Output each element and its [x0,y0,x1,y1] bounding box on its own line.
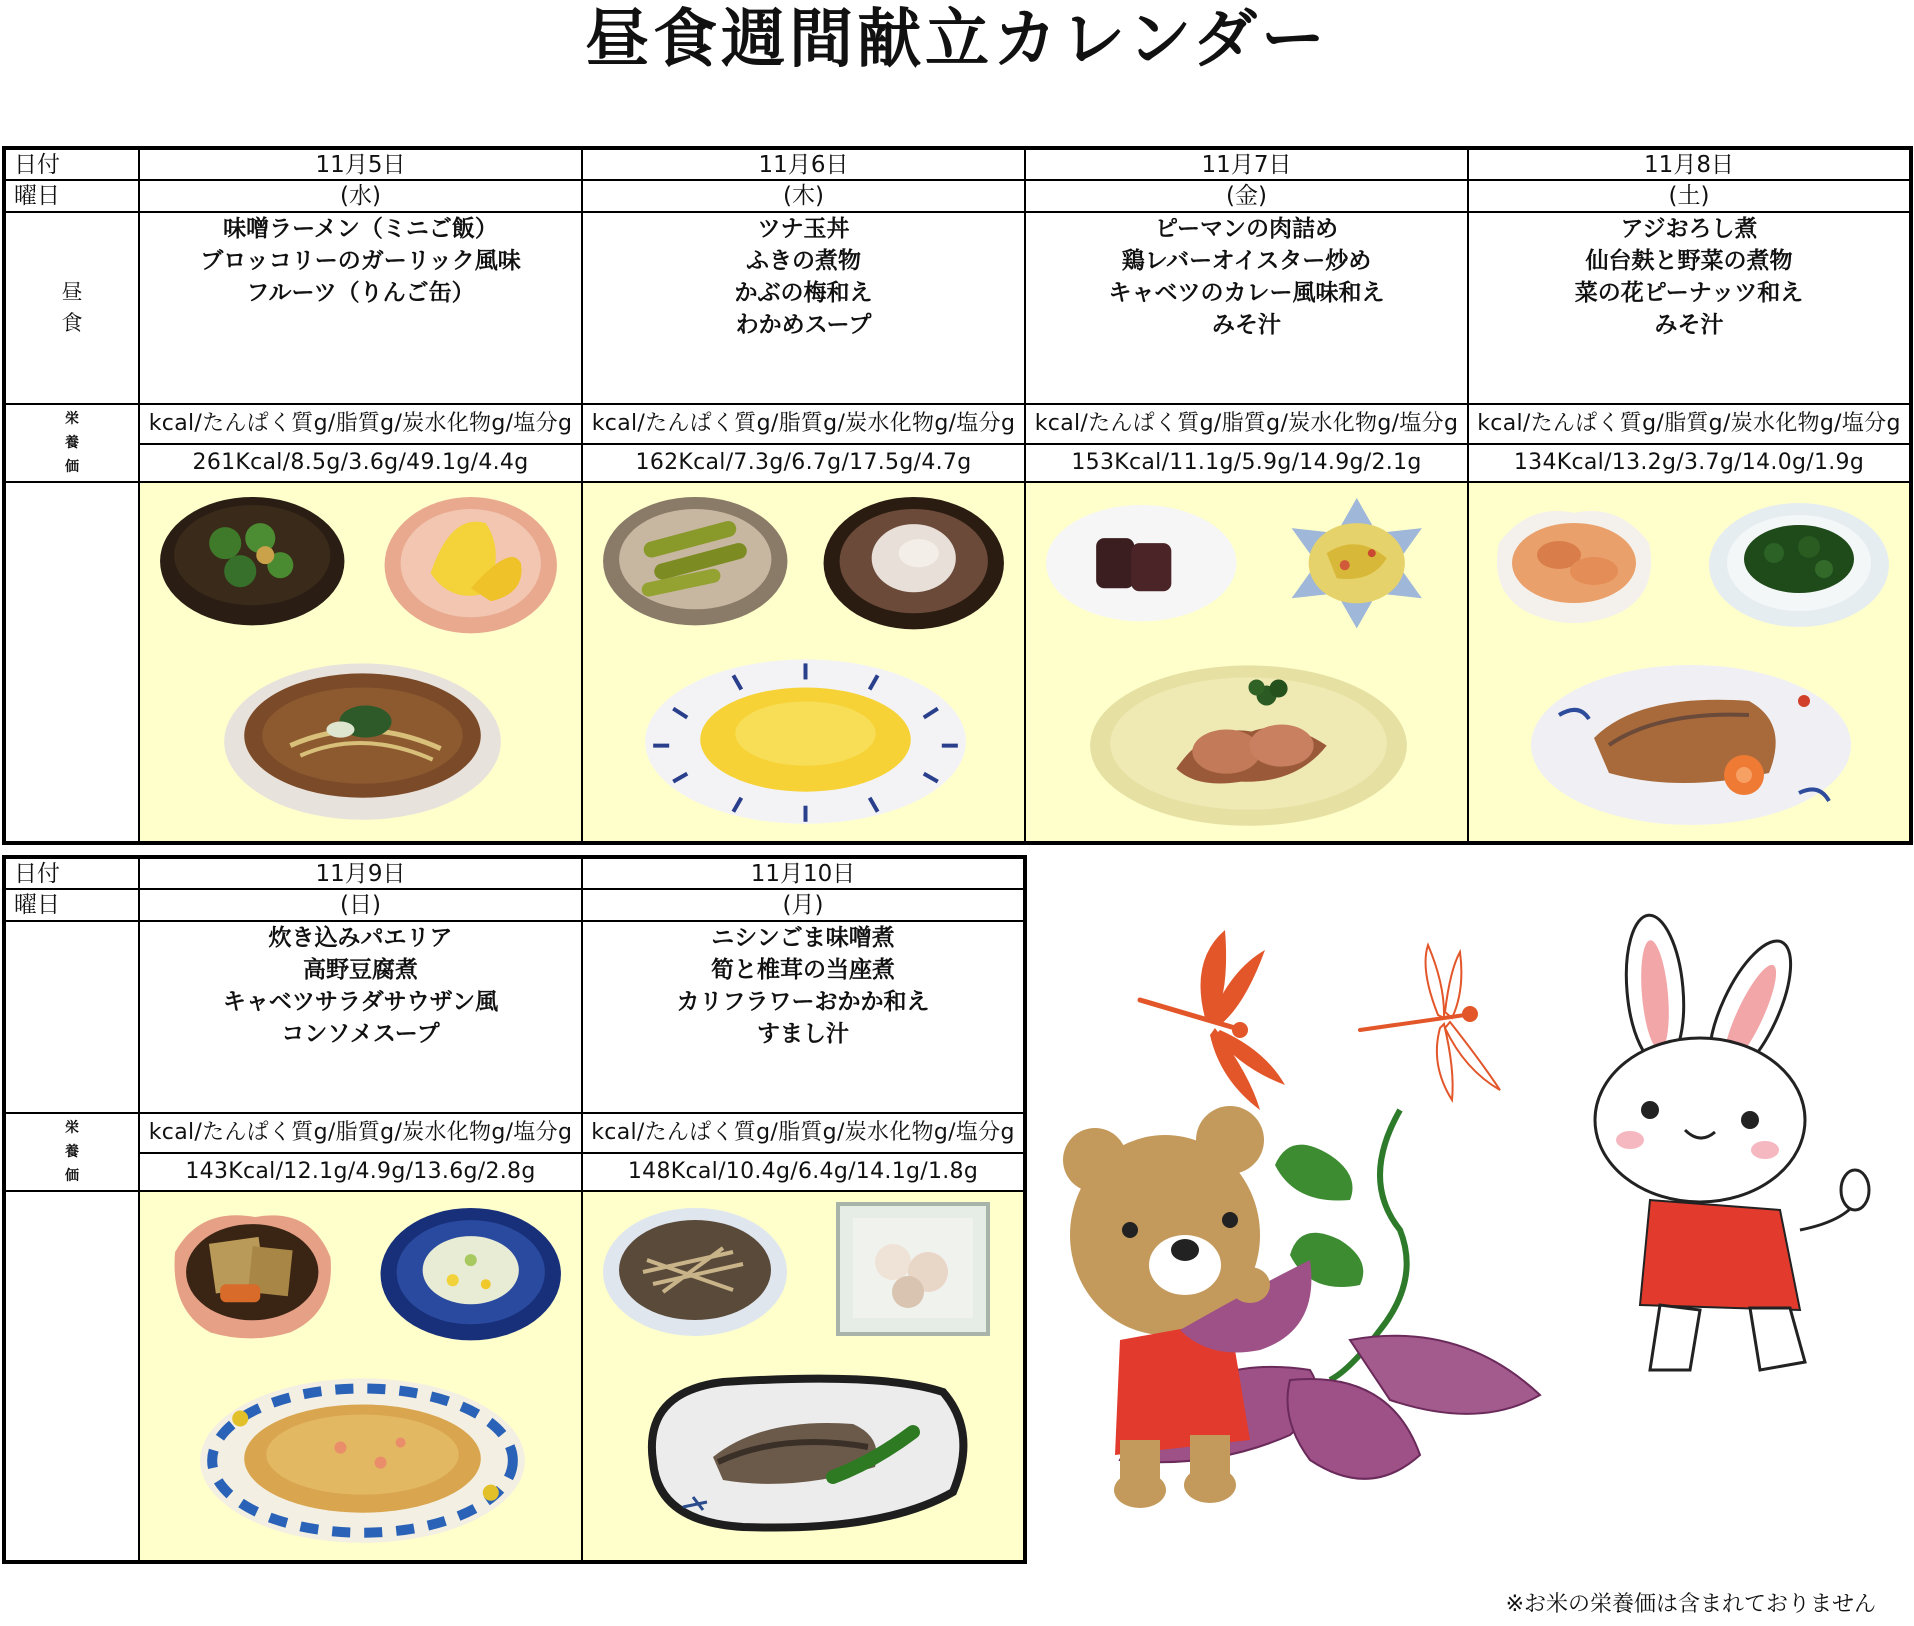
meal-photo [139,482,582,843]
weekday-label: 曜日 [4,889,139,921]
nutrition-label [4,404,139,482]
menu-table-week1 [2,146,1913,845]
date-cell: 11月10日 [582,857,1025,889]
dish-item: ニシンごま味噌煮 [711,925,895,951]
nutrition-value: 143Kcal/12.1g/4.9g/13.6g/2.8g [139,1153,582,1191]
nutrition-label-char: 栄 [65,1120,79,1136]
dish-item: わかめスープ [735,312,872,338]
dish-item: ピーマンの肉詰め [1154,216,1339,242]
weekday-cell: (月) [582,889,1025,921]
nutrition-label-char: 栄 [65,411,79,427]
dish-item: フルーツ（りんご缶） [246,280,475,306]
weekday-cell: (日) [139,889,582,921]
dish-item: 味噌ラーメン（ミニご飯） [223,216,498,242]
meal-photo-image [583,483,1024,834]
dish-item: すまし汁 [757,1021,849,1047]
page-title: 昼食週間献立カレンダー [585,3,1329,77]
meal-photo-image [140,483,581,834]
dish-item: 菜の花ピーナッツ和え [1574,280,1804,306]
dish-item: 炊き込みパエリア [268,925,453,951]
dragonfly-icon [1140,930,1285,1110]
nutrition-header: kcal/たんぱく質g/脂質g/炭水化物g/塩分g [1468,404,1911,444]
meal-photo [1025,482,1468,843]
date-row [4,148,1911,180]
dish-item: みそ汁 [1654,312,1724,338]
meal-photo [1468,482,1911,843]
date-cell: 11月8日 [1468,148,1911,180]
date-cell: 11月9日 [139,857,582,889]
date-cell: 11月7日 [1025,148,1468,180]
meal-photo-image [1026,483,1467,834]
date-cell: 11月6日 [582,148,1025,180]
meal-photo-image [140,1192,581,1553]
nutrition-value: 261Kcal/8.5g/3.6g/49.1g/4.4g [139,444,582,482]
lunch-label-cell [4,921,139,1113]
nutrition-value-row [4,444,1911,482]
weekday-row [4,180,1911,212]
meal-photo-image [1469,483,1909,833]
lunch-label-char: 昼 [61,280,83,304]
nutrition-label [4,1113,139,1191]
weekday-row [4,889,1025,921]
weekday-cell: (金) [1025,180,1468,212]
nutrition-label-char: 価 [65,459,79,475]
photo-row [4,482,1911,843]
rabbit-character [1595,913,1869,1370]
dish-item: 鶏レバーオイスター炒め [1121,248,1372,274]
lunch-row [4,921,1025,1113]
weekday-cell: (土) [1468,180,1911,212]
photo-label-cell [4,1191,139,1562]
dish-cell [1025,212,1468,404]
nutrition-header: kcal/たんぱく質g/脂質g/炭水化物g/塩分g [582,1113,1025,1153]
lunch-label-char: 食 [61,311,83,335]
lunch-row [4,212,1911,404]
dish-item: ふきの煮物 [746,248,861,274]
nutrition-value: 153Kcal/11.1g/5.9g/14.9g/2.1g [1025,444,1468,482]
dish-item: カリフラワーおかか和え [676,989,930,1015]
weekday-cell: (木) [582,180,1025,212]
date-label: 日付 [4,148,139,180]
lunch-label [4,212,139,404]
nutrition-label-char: 養 [65,435,79,451]
meal-photo [582,482,1025,843]
nutrition-value-row [4,1153,1025,1191]
meal-photo-image [583,1192,1023,1552]
weekday-cell: (水) [139,180,582,212]
dish-item: キャベツサラダサウザン風 [222,989,499,1015]
dish-cell [582,212,1025,404]
weekday-label: 曜日 [4,180,139,212]
date-label: 日付 [4,857,139,889]
date-row [4,857,1025,889]
dish-item: ツナ玉丼 [757,216,850,242]
dish-item: かぶの梅和え [734,280,873,306]
dish-item: 仙台麸と野菜の煮物 [1585,248,1793,274]
dish-cell [139,212,582,404]
nutrition-header-row [4,404,1911,444]
dish-item: アジおろし煮 [1620,216,1758,242]
footnote: ※お米の栄養価は含まれておりません [1505,1592,1876,1617]
nutrition-value: 148Kcal/10.4g/6.4g/14.1g/1.8g [582,1153,1025,1191]
dish-item: みそ汁 [1212,312,1281,338]
nutrition-header-row [4,1113,1025,1153]
nutrition-value: 134Kcal/13.2g/3.7g/14.0g/1.9g [1468,444,1911,482]
nutrition-value: 162Kcal/7.3g/6.7g/17.5g/4.7g [582,444,1025,482]
dish-cell [1468,212,1911,404]
meal-photo [582,1191,1025,1562]
date-cell: 11月5日 [139,148,582,180]
nutrition-header: kcal/たんぱく質g/脂質g/炭水化物g/塩分g [582,404,1025,444]
photo-label-cell [4,482,139,843]
dish-item: 高野豆腐煮 [303,957,418,983]
autumn-illustration [1060,900,1880,1540]
dish-item: ブロッコリーのガーリック風味 [200,248,521,274]
nutrition-header: kcal/たんぱく質g/脂質g/炭水化物g/塩分g [1025,404,1468,444]
dragonfly-icon [1360,945,1500,1100]
nutrition-label-char: 価 [65,1168,79,1184]
dish-cell [582,921,1025,1113]
dish-item: コンソメスープ [281,1021,440,1047]
nutrition-label-char: 養 [65,1144,79,1160]
leaf-icon [1275,1145,1353,1201]
menu-table-week2 [2,855,1027,1564]
nutrition-header: kcal/たんぱく質g/脂質g/炭水化物g/塩分g [139,404,582,444]
meal-photo [139,1191,582,1562]
photo-row [4,1191,1025,1562]
dish-cell [139,921,582,1113]
nutrition-header: kcal/たんぱく質g/脂質g/炭水化物g/塩分g [139,1113,582,1153]
dish-item: 筍と椎茸の当座煮 [711,957,895,983]
dish-item: キャベツのカレー風味和え [1108,280,1385,306]
